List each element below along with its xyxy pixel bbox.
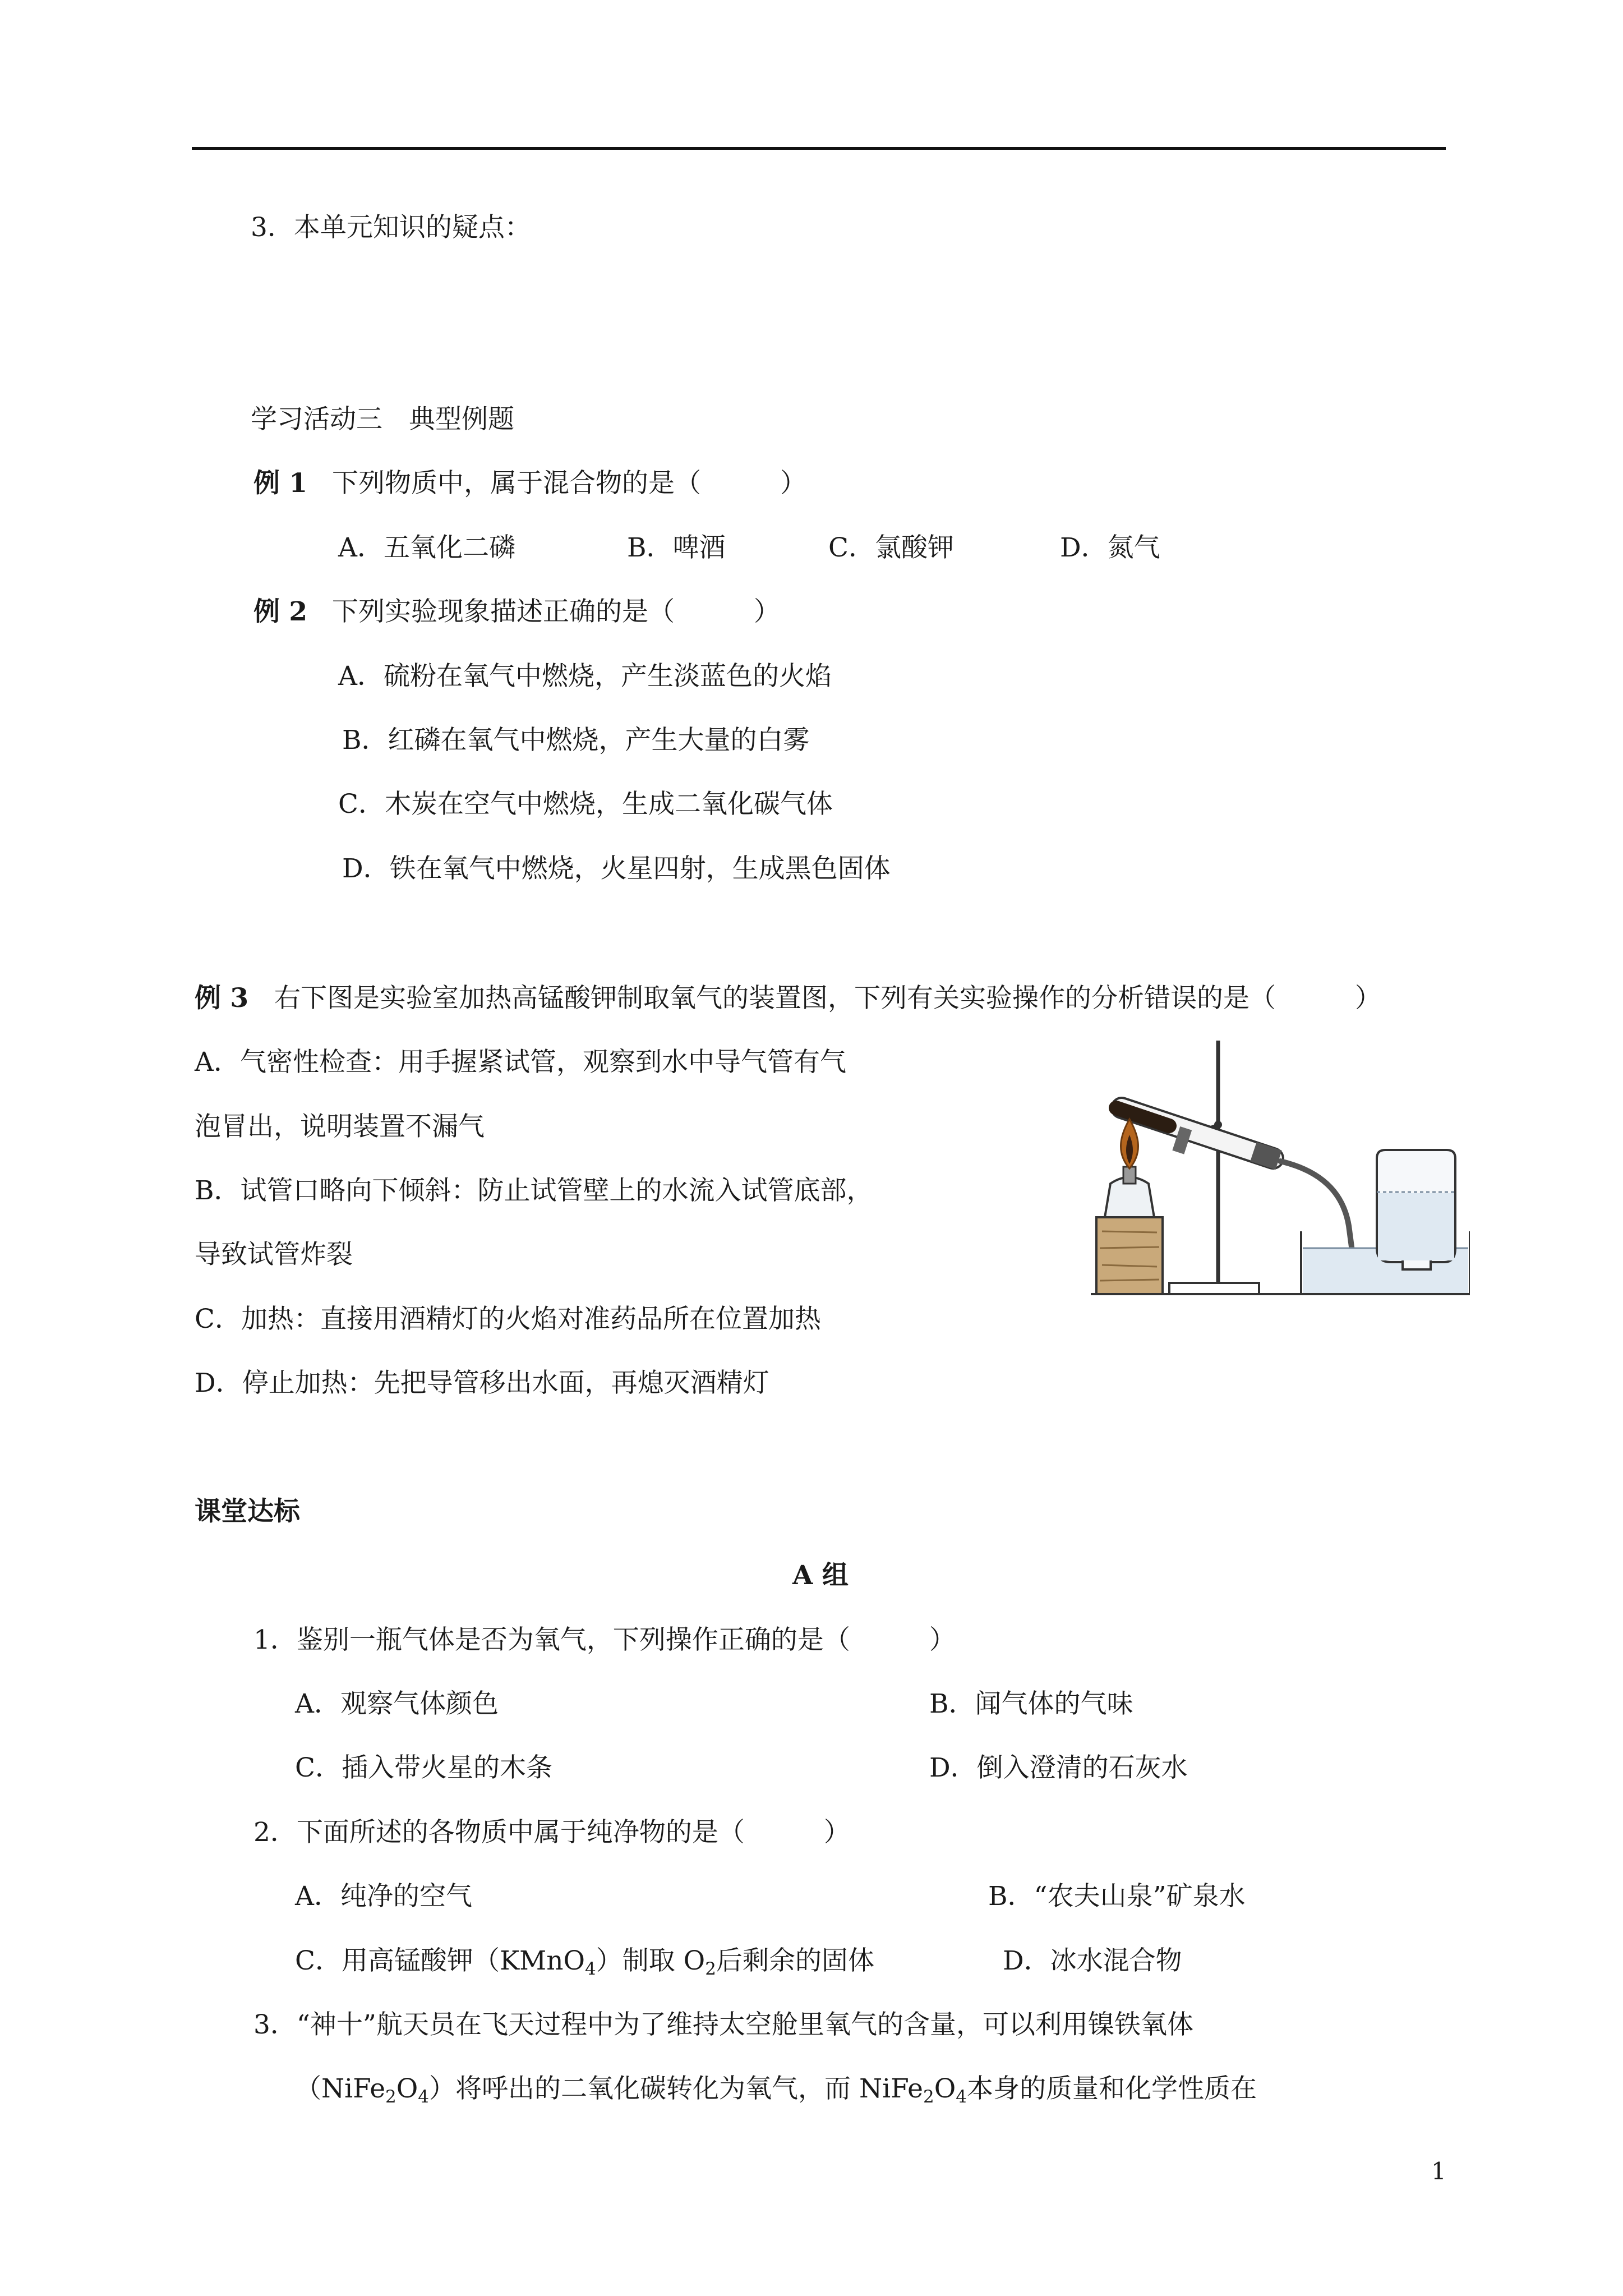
example-2-stem: 下列实验现象描述正确的是（ ） <box>332 596 780 627</box>
example-3-line-1: A．气密性检查：用手握紧试管，观察到水中导气管有气 <box>195 1047 846 1078</box>
example-3-line-3: B．试管口略向下倾斜：防止试管壁上的水流入试管底部， <box>195 1175 873 1206</box>
example-2-option-b: B．红磷在氧气中燃烧，产生大量的白雾 <box>342 725 810 756</box>
q3-text-5: 本身的质量和化学性质在 <box>967 2073 1257 2104</box>
q2-option-c-text-2: ）制取 O <box>596 1945 706 1976</box>
q2-option-a: A．纯净的空气 <box>295 1881 472 1912</box>
q3-subscript-1: 2 <box>385 2087 396 2107</box>
example-1-option-a: A．五氧化二磷 <box>338 532 515 563</box>
q2-option-d: D．冰水混合物 <box>1003 1945 1182 1976</box>
q2-option-b: B．“农夫山泉”矿泉水 <box>988 1881 1246 1912</box>
q2-option-c <box>295 1945 874 1979</box>
q3-text-1: （NiFe <box>295 2073 386 2104</box>
example-3-line-6: D．停止加热：先把导管移出水面，再熄灭酒精灯 <box>195 1368 769 1398</box>
q1-option-c: C．插入带火星的木条 <box>295 1752 552 1783</box>
section-title: 课堂达标 <box>195 1496 300 1527</box>
example-2-option-a: A．硫粉在氧气中燃烧，产生淡蓝色的火焰 <box>338 661 832 692</box>
group-a-title: A 组 <box>792 1560 849 1591</box>
example-1-stem: 下列物质中，属于混合物的是（ ） <box>332 468 806 499</box>
section-3-heading: 3．本单元知识的疑点： <box>251 212 531 243</box>
example-1-option-c: C．氯酸钾 <box>828 532 954 563</box>
example-1-option-b: B．啤酒 <box>627 532 726 563</box>
example-3-tag: 例 3 <box>195 983 249 1014</box>
q3-text-3: ）将呼出的二氧化碳转化为氧气，而 NiFe <box>429 2073 923 2104</box>
q3-text-4: O <box>934 2073 956 2104</box>
q3-text-2: O <box>396 2073 418 2104</box>
example-2-option-c: C．木炭在空气中燃烧，生成二氧化碳气体 <box>338 789 833 820</box>
q1-option-a: A．观察气体颜色 <box>295 1688 499 1719</box>
activity-3-title: 学习活动三 典型例题 <box>251 404 514 435</box>
q2-option-c-subscript-2: 2 <box>705 1959 716 1979</box>
q2-option-c-text-1: C．用高锰酸钾（KMnO <box>295 1945 585 1976</box>
example-3-stem: 右下图是实验室加热高锰酸钾制取氧气的装置图，下列有关实验操作的分析错误的是（ ） <box>274 983 1381 1014</box>
q2-option-c-text-3: 后剩余的固体 <box>716 1945 874 1976</box>
q3-line-1: 3．“神十”航天员在飞天过程中为了维持太空舱里氧气的含量，可以利用镍铁氧体 <box>253 2009 1193 2040</box>
q3-subscript-2: 4 <box>418 2087 430 2107</box>
q1-stem: 1．鉴别一瓶气体是否为氧气，下列操作正确的是（ ） <box>253 1625 956 1655</box>
q1-option-d: D．倒入澄清的石灰水 <box>929 1752 1188 1783</box>
example-3-line-2: 泡冒出，说明装置不漏气 <box>195 1111 485 1142</box>
example-2-tag: 例 2 <box>253 596 308 627</box>
q3-line-2 <box>295 2073 1257 2107</box>
example-1-tag: 例 1 <box>253 468 308 499</box>
example-3-line-5: C．加热：直接用酒精灯的火焰对准药品所在位置加热 <box>195 1304 821 1335</box>
example-1-option-d: D．氮气 <box>1060 532 1160 563</box>
q3-subscript-3: 2 <box>923 2087 934 2107</box>
q3-subscript-4: 4 <box>956 2087 967 2107</box>
q1-option-b: B．闻气体的气味 <box>929 1688 1133 1719</box>
example-2-option-d: D．铁在氧气中燃烧，火星四射，生成黑色固体 <box>342 853 891 884</box>
example-3-line-4: 导致试管炸裂 <box>195 1239 353 1270</box>
q2-option-c-subscript-1: 4 <box>585 1959 596 1979</box>
q2-stem: 2．下面所述的各物质中属于纯净物的是（ ） <box>253 1817 850 1848</box>
page-number: 1 <box>1431 2157 1446 2185</box>
oxygen-apparatus-diagram <box>1085 1024 1470 1315</box>
header-rule <box>192 147 1446 150</box>
